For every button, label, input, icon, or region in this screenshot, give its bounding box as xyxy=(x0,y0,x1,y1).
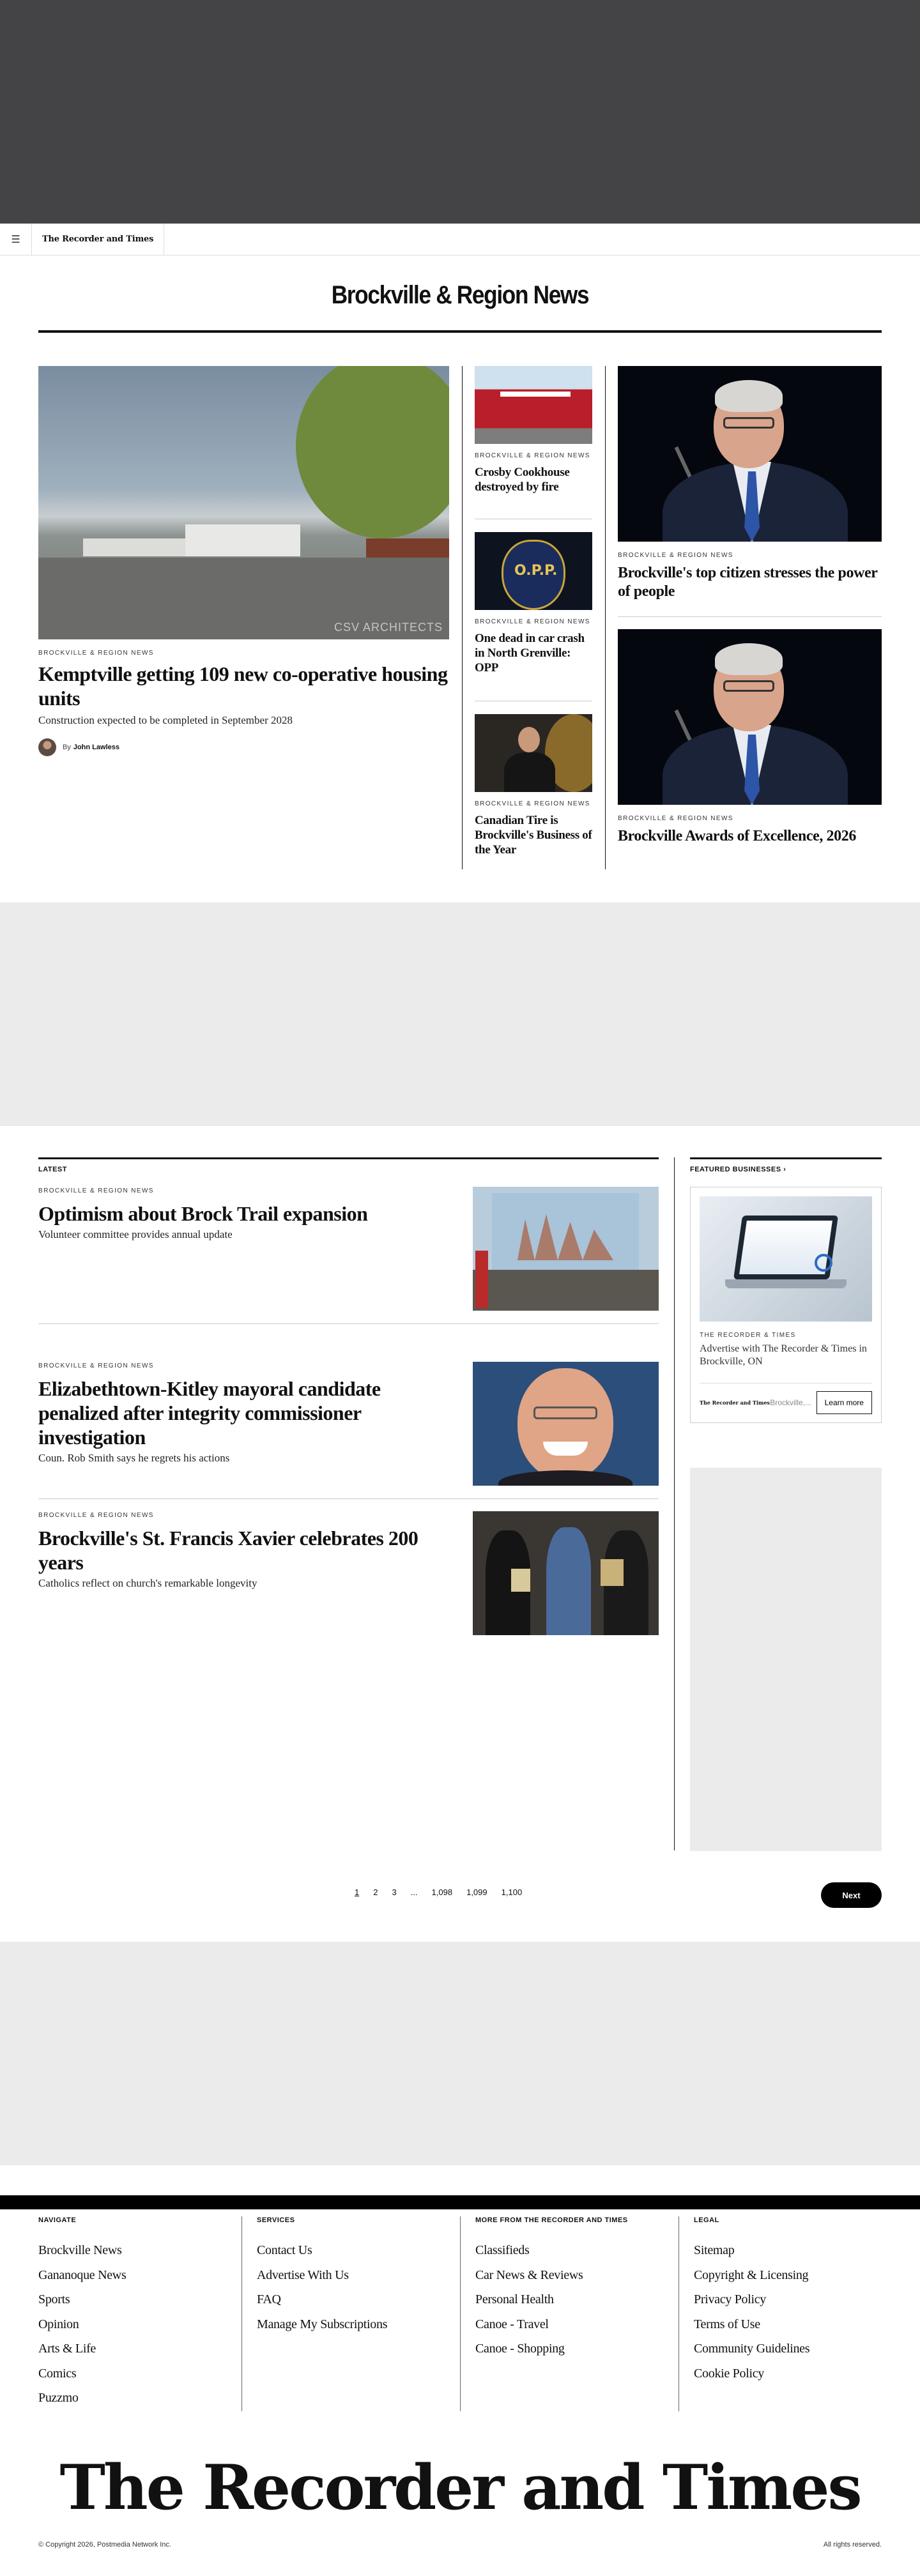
featured-business-card[interactable] xyxy=(690,1187,882,1423)
featured-brand: The Recorder and Times xyxy=(700,1399,770,1406)
footer-link[interactable]: Terms of Use xyxy=(694,2317,760,2331)
page-title: Brockville & Region News xyxy=(331,281,589,309)
building-shape xyxy=(83,538,192,556)
featured-place: Brockville,... xyxy=(770,1398,811,1407)
footer-logo[interactable]: The Recorder and Times xyxy=(59,2451,861,2524)
author-link[interactable]: John Lawless xyxy=(73,743,119,751)
story-kicker[interactable]: BROCKVILLE & REGION NEWS xyxy=(38,1362,154,1369)
latest-story[interactable] xyxy=(38,1362,659,1465)
footer-link[interactable]: Advertise With Us xyxy=(257,2267,349,2282)
story-kicker[interactable]: BROCKVILLE & REGION NEWS xyxy=(38,1512,154,1519)
next-page-button[interactable]: Next xyxy=(821,1882,882,1908)
featured-businesses-link[interactable]: FEATURED BUSINESSES › xyxy=(690,1166,786,1173)
featured-footer xyxy=(700,1383,872,1414)
footer-divider xyxy=(460,2216,461,2411)
footer-divider xyxy=(678,2216,679,2411)
footer-column-navigate xyxy=(38,2216,230,2411)
footer-column-more xyxy=(475,2216,667,2361)
footer-link[interactable]: Canoe - Shopping xyxy=(475,2342,565,2356)
footer-link[interactable]: Puzzmo xyxy=(38,2391,79,2405)
story-headline[interactable]: Elizabethtown-Kitley mayoral candidate penalized after integrity commissioner investigation xyxy=(38,1377,381,1449)
latest-divider xyxy=(38,1157,659,1159)
story-image[interactable] xyxy=(618,366,882,542)
featured-title[interactable]: Advertise with The Recorder & Times in Brockville, ON xyxy=(700,1343,867,1367)
footer-top-bar xyxy=(0,2195,920,2209)
footer-link[interactable]: Car News & Reviews xyxy=(475,2267,583,2282)
ad-band xyxy=(0,1942,920,2165)
story-headline[interactable]: Brockville's top citizen stresses the power of people xyxy=(618,565,878,600)
sky-shape xyxy=(475,366,592,389)
story-image[interactable] xyxy=(475,532,592,610)
footer-link[interactable]: Privacy Policy xyxy=(694,2292,767,2306)
person-shape xyxy=(546,1527,591,1635)
story-kicker[interactable]: BROCKVILLE & REGION NEWS xyxy=(475,618,590,625)
hero-image[interactable] xyxy=(38,366,449,639)
hero-headline[interactable]: Kemptville getting 109 new co-operative housing units xyxy=(38,662,448,710)
hero-story[interactable] xyxy=(38,366,449,756)
title-divider xyxy=(38,330,882,333)
room-floor-shape xyxy=(473,1270,659,1311)
sign-shape xyxy=(500,392,571,397)
footer-link[interactable]: Opinion xyxy=(38,2317,79,2331)
story-image[interactable] xyxy=(475,714,592,792)
footer-link[interactable]: Community Guidelines xyxy=(694,2342,810,2356)
hair-shape xyxy=(715,643,783,675)
person-body-shape xyxy=(504,752,555,792)
footer-link[interactable]: FAQ xyxy=(257,2292,281,2306)
story-headline[interactable]: Crosby Cookhouse destroyed by fire xyxy=(475,466,570,494)
footer-column-services xyxy=(257,2216,448,2336)
story-headline[interactable]: Canadian Tire is Brockville's Business of the Year xyxy=(475,814,592,857)
footer-heading: LEGAL xyxy=(694,2216,719,2224)
story-divider xyxy=(38,1323,659,1324)
story-image[interactable] xyxy=(618,629,882,805)
story-headline[interactable]: One dead in car crash in North Grenville: OPP xyxy=(475,632,585,674)
story-kicker[interactable]: BROCKVILLE & REGION NEWS xyxy=(475,452,590,459)
footer-link[interactable]: Classifieds xyxy=(475,2243,530,2257)
copyright-text: © Copyright 2026, Postmedia Network Inc. xyxy=(38,2541,172,2549)
byline-prefix: By xyxy=(63,743,71,751)
middle-story[interactable] xyxy=(475,532,592,675)
footer-link[interactable]: Manage My Subscriptions xyxy=(257,2317,388,2331)
site-header xyxy=(0,224,920,255)
flag-shape xyxy=(475,1251,488,1308)
footer-link[interactable]: Sports xyxy=(38,2292,70,2306)
rights-text: All rights reserved. xyxy=(823,2541,882,2549)
footer-column-legal xyxy=(694,2216,885,2386)
author-avatar xyxy=(38,738,56,756)
glasses-shape xyxy=(723,417,774,429)
plaque-shape xyxy=(601,1559,624,1586)
footer-link[interactable]: Cookie Policy xyxy=(694,2366,764,2381)
featured-divider xyxy=(690,1157,882,1159)
footer-link[interactable]: Comics xyxy=(38,2366,77,2381)
learn-more-button[interactable]: Learn more xyxy=(816,1391,872,1414)
column-divider xyxy=(605,366,606,869)
pagination xyxy=(355,1887,536,1897)
story-headline[interactable]: Optimism about Brock Trail expansion xyxy=(38,1202,368,1225)
story-image[interactable] xyxy=(473,1362,659,1486)
chart-ring-shape xyxy=(815,1254,832,1272)
middle-story[interactable] xyxy=(475,366,592,494)
story-subtitle: Volunteer committee provides annual update xyxy=(38,1228,233,1240)
featured-image[interactable] xyxy=(700,1196,872,1322)
story-image[interactable] xyxy=(475,366,592,444)
story-headline[interactable]: Brockville Awards of Excellence, 2026 xyxy=(618,828,856,844)
story-kicker[interactable]: BROCKVILLE & REGION NEWS xyxy=(38,650,154,657)
page-ellipsis: ... xyxy=(410,1887,418,1897)
face-shape xyxy=(518,1368,613,1480)
footer-link[interactable]: Contact Us xyxy=(257,2243,312,2257)
sidebar-divider xyxy=(674,1157,675,1850)
footer-link[interactable]: Personal Health xyxy=(475,2292,554,2306)
column-divider xyxy=(462,366,463,869)
footer-heading: NAVIGATE xyxy=(38,2216,77,2224)
person-head-shape xyxy=(518,727,540,752)
top-ad-band xyxy=(0,0,920,224)
right-story[interactable] xyxy=(618,366,882,601)
page-link[interactable]: 1,098 xyxy=(431,1887,453,1897)
story-image[interactable] xyxy=(473,1187,659,1311)
latest-story[interactable] xyxy=(38,1511,659,1590)
hero-subtitle: Construction expected to be completed in September 2028 xyxy=(38,714,293,726)
glasses-shape xyxy=(533,1406,597,1419)
footer-divider xyxy=(241,2216,242,2411)
footer-link[interactable]: Copyright & Licensing xyxy=(694,2267,809,2282)
footer-heading: MORE FROM THE RECORDER AND TIMES xyxy=(475,2216,628,2224)
featured-kicker: THE RECORDER & TIMES xyxy=(700,1332,796,1339)
right-story[interactable] xyxy=(618,629,882,846)
story-divider xyxy=(38,1498,659,1499)
hamburger-icon[interactable]: ☰ xyxy=(0,224,32,255)
story-kicker[interactable]: BROCKVILLE & REGION NEWS xyxy=(618,815,733,822)
latest-label: LATEST xyxy=(38,1166,67,1173)
story-headline[interactable]: Brockville's St. Francis Xavier celebrates 200 years xyxy=(38,1527,418,1574)
story-kicker[interactable]: BROCKVILLE & REGION NEWS xyxy=(475,800,590,807)
latest-story[interactable] xyxy=(38,1187,659,1241)
hair-shape xyxy=(715,380,783,412)
story-image[interactable] xyxy=(473,1511,659,1635)
story-kicker[interactable]: BROCKVILLE & REGION NEWS xyxy=(38,1187,154,1194)
story-subtitle: Coun. Rob Smith says he regrets his actions xyxy=(38,1452,230,1464)
story-kicker[interactable]: BROCKVILLE & REGION NEWS xyxy=(618,552,733,559)
building-shape xyxy=(185,524,300,556)
glasses-shape xyxy=(723,680,774,692)
footer-heading: SERVICES xyxy=(257,2216,295,2224)
ad-band xyxy=(0,903,920,1126)
footer-link[interactable]: Canoe - Travel xyxy=(475,2317,549,2331)
tree-shape xyxy=(296,366,449,538)
story-divider xyxy=(618,616,882,617)
page-link[interactable]: 1,100 xyxy=(501,1887,523,1897)
footer-link[interactable]: Sitemap xyxy=(694,2243,735,2257)
story-subtitle: Catholics reflect on church's remarkable longevity xyxy=(38,1577,257,1589)
sidebar-ad xyxy=(690,1468,882,1851)
footer-link[interactable]: Gananoque News xyxy=(38,2267,126,2282)
footer-link[interactable]: Arts & Life xyxy=(38,2342,96,2356)
middle-story[interactable] xyxy=(475,714,592,857)
suit-shape xyxy=(498,1470,632,1486)
badge-letters: O.P.P. xyxy=(514,563,558,579)
page-link[interactable]: 3 xyxy=(392,1887,397,1897)
footer-link[interactable]: Brockville News xyxy=(38,2243,122,2257)
image-credit: CSV ARCHITECTS xyxy=(334,621,443,634)
byline xyxy=(38,738,449,756)
page-link[interactable]: 1,099 xyxy=(466,1887,487,1897)
page-link[interactable]: 2 xyxy=(373,1887,378,1897)
plaque-shape xyxy=(511,1569,530,1592)
page-link-current[interactable]: 1 xyxy=(355,1887,360,1897)
smile-shape xyxy=(543,1442,588,1456)
laptop-base-shape xyxy=(725,1279,847,1288)
header-logo[interactable]: The Recorder and Times xyxy=(32,224,164,255)
